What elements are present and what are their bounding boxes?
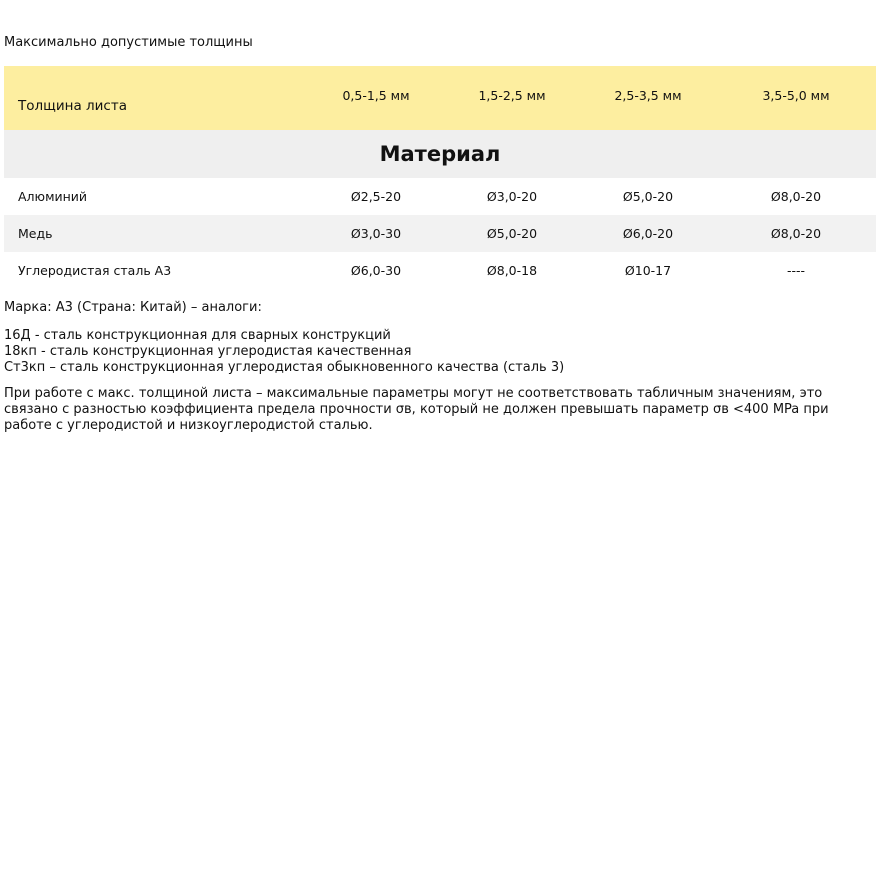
table-cell: Ø2,5-20 [308,178,444,215]
header-column: 0,5-1,5 мм [308,66,444,130]
table-cell: Ø3,0-20 [444,178,580,215]
marka-line: Марка: А3 (Страна: Китай) – аналоги: [4,300,262,315]
table-cell: Ø5,0-20 [580,178,716,215]
page-title: Максимально допустимые толщины [4,35,253,50]
table-row [4,178,876,215]
table-cell: Ø5,0-20 [444,215,580,252]
table-row [4,215,876,252]
remark-paragraph: При работе с макс. толщиной листа – максимальные параметры могут не соответствовать табличным значениям, это связано с разностью коэффициента предела прочности σв, который не должен превышать параметр σв <400 MPa при работе с углеродистой и низкоуглеродистой сталью. [4,386,829,433]
material-name: Медь [4,215,308,252]
list-item: Ст3кп – сталь конструкционная углеродистая обыкновенного качества (сталь 3) [4,360,565,375]
table-row [4,252,876,289]
table-cell: Ø3,0-30 [308,215,444,252]
material-name: Углеродистая сталь А3 [4,252,308,289]
table-header-row [4,66,876,130]
header-column: 2,5-3,5 мм [580,66,716,130]
header-column: 1,5-2,5 мм [444,66,580,130]
list-item: 16Д - сталь конструкционная для сварных конструкций [4,328,391,343]
table-cell: Ø6,0-20 [580,215,716,252]
material-name: Алюминий [4,178,308,215]
table-cell: Ø6,0-30 [308,252,444,289]
table-cell: Ø8,0-20 [716,178,876,215]
table-cell: Ø8,0-18 [444,252,580,289]
table-cell: Ø10-17 [580,252,716,289]
section-row [4,130,876,178]
notes-section [4,300,876,434]
thickness-table [4,66,876,289]
list-item: 18кп - сталь конструкционная углеродистая качественная [4,344,412,359]
table-cell: Ø8,0-20 [716,215,876,252]
header-thickness-label: Толщина листа [4,66,308,130]
table-cell: ---- [716,252,876,289]
analog-list [4,328,876,376]
header-column: 3,5-5,0 мм [716,66,876,130]
section-label-material: Материал [4,130,876,178]
